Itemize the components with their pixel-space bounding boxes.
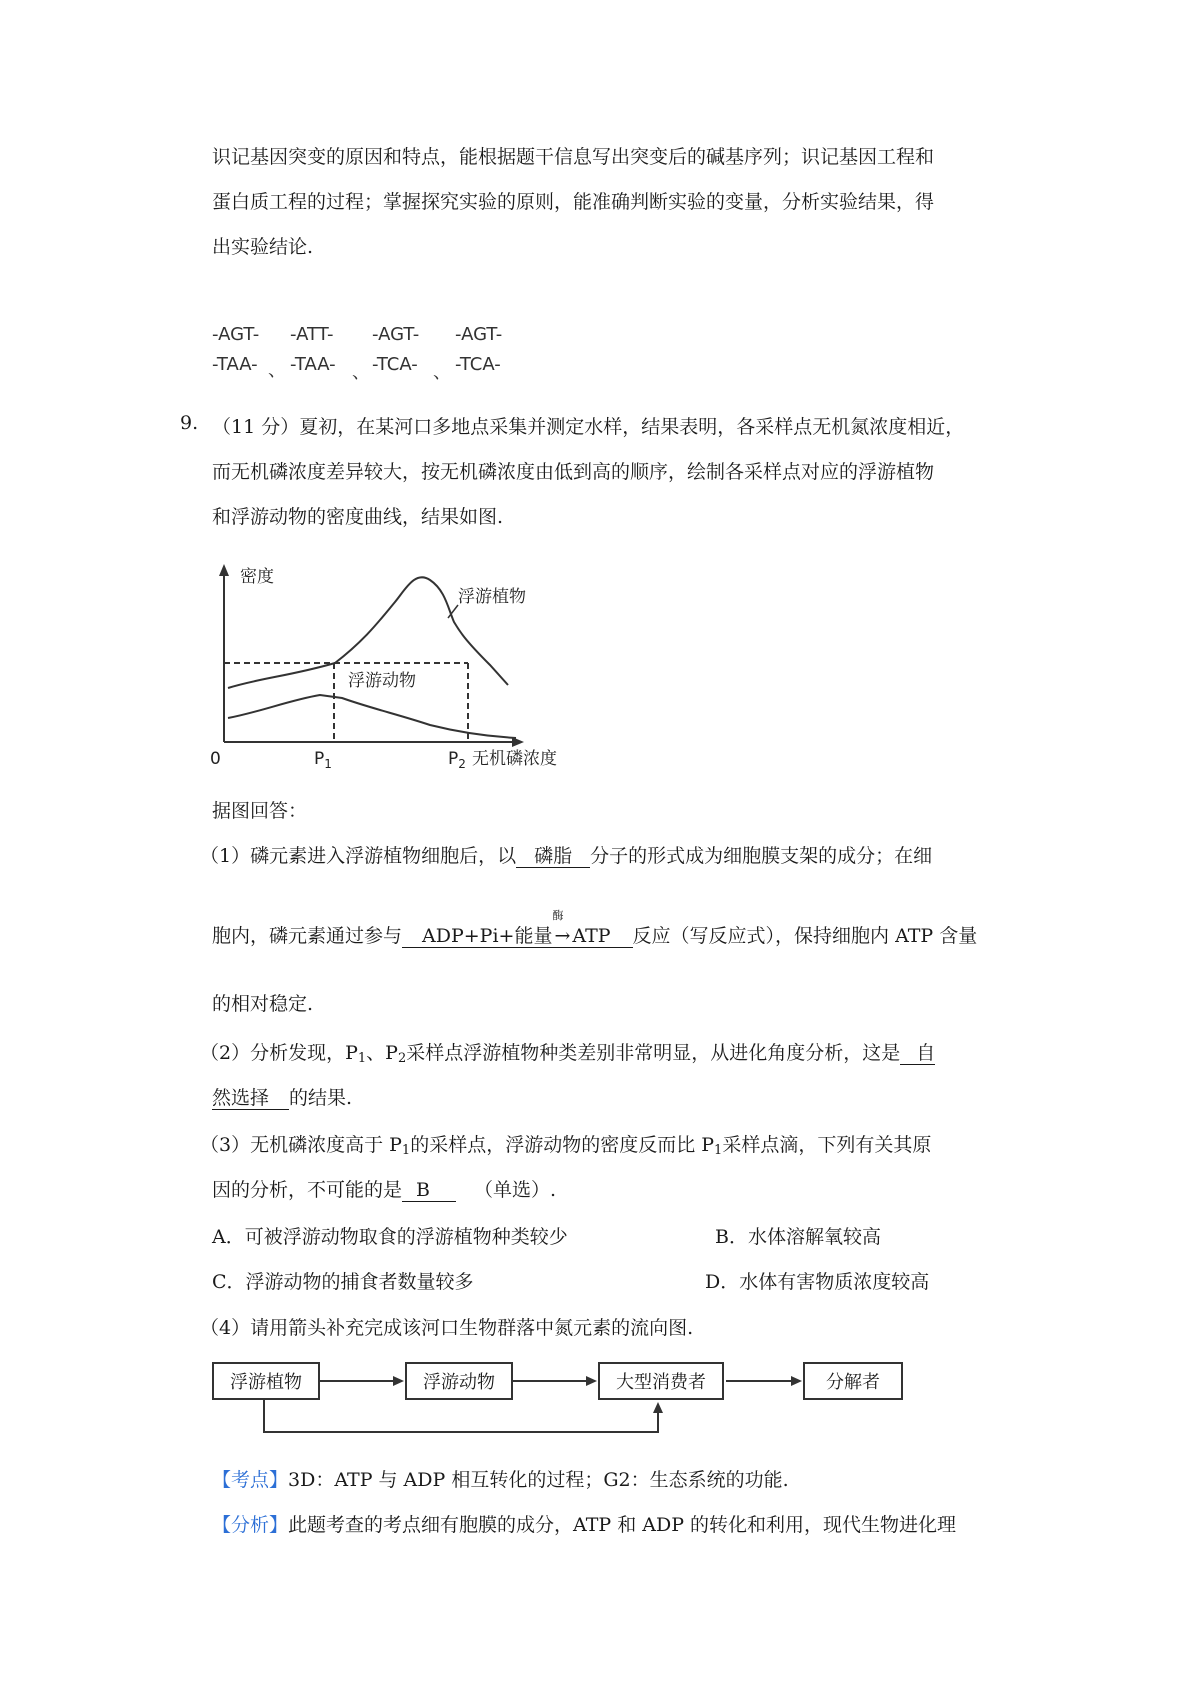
q2-blank-b xyxy=(212,1088,289,1110)
answer-q1-line-3: 的相对稳定. xyxy=(212,993,314,1015)
dna-sep-2: 、 xyxy=(352,362,370,383)
dna-top-3: -AGT- xyxy=(372,324,420,345)
q1-reaction-left: ADP+Pi+能量 xyxy=(422,925,553,947)
question-line-3: 和浮游动物的密度曲线，结果如图. xyxy=(212,506,504,528)
origin-label: 0 xyxy=(210,749,221,769)
q3-pre: （3）无机磷浓度高于 P xyxy=(200,1134,402,1156)
dna-bottom-1: -TAA- xyxy=(212,354,258,375)
q1-answer-text: 磷脂 xyxy=(534,845,573,867)
dna-top-2: -ATT- xyxy=(290,324,334,345)
intro-line-3: 出实验结论. xyxy=(212,236,314,258)
question-line-1: （11 分）夏初，在某河口多地点采集并测定水样，结果表明，各采样点无机氮浓度相近， xyxy=(212,416,965,438)
kaodian-line xyxy=(212,1465,789,1492)
zooplankton-curve xyxy=(228,695,516,738)
answer-q1-line-2 xyxy=(212,909,978,948)
dna-bottom-2: -TAA- xyxy=(290,354,336,375)
flow-arrow-bypass xyxy=(264,1400,658,1432)
enzyme-arrow: → 酶 xyxy=(552,909,571,947)
flow-node-phytoplankton: 浮游植物 xyxy=(212,1362,320,1400)
question-number: 9. xyxy=(180,412,199,434)
flow-arrowhead-bypass xyxy=(653,1402,663,1413)
legend-zooplankton: 浮游动物 xyxy=(348,671,416,691)
option-b: B．水体溶解氧较高 xyxy=(715,1226,881,1248)
x-axis-label: 无机磷浓度 xyxy=(472,749,557,769)
tick-p1: $P_1$ xyxy=(314,749,332,770)
option-a: A．可被浮游动物取食的浮游植物种类较少 xyxy=(212,1226,568,1248)
q3-sub-1: 1 xyxy=(401,1143,411,1158)
kaodian-text: 3D：ATP 与 ADP 相互转化的过程；G2：生态系统的功能. xyxy=(288,1469,789,1491)
dna-top-4: -AGT- xyxy=(455,324,503,345)
answer-intro: 据图回答： xyxy=(212,800,308,822)
answer-q3-line-1 xyxy=(200,1130,931,1158)
flow-arrowhead-2 xyxy=(586,1376,597,1386)
y-axis-arrow xyxy=(219,564,229,576)
fenxi-text: 此题考查的考点细有胞膜的成分，ATP 和 ADP 的转化和利用，现代生物进化理 xyxy=(288,1514,957,1536)
flow-node-large-consumer: 大型消费者 xyxy=(598,1362,724,1400)
q2-post: 采样点浮游植物种类差别非常明显，从进化角度分析，这是 xyxy=(406,1042,901,1064)
q3-post: 采样点滴，下列有关其原 xyxy=(722,1134,932,1156)
q1-answer-blank xyxy=(516,846,590,868)
answer-q2-line-2 xyxy=(212,1083,352,1110)
intro-line-1: 识记基因突变的原因和特点，能根据题干信息写出突变后的碱基序列；识记基因工程和 xyxy=(212,146,935,168)
dna-bottom-4: -TCA- xyxy=(455,354,501,375)
answer-q4: （4）请用箭头补充完成该河口生物群落中氮元素的流向图. xyxy=(200,1317,694,1339)
flow-node-zooplankton: 浮游动物 xyxy=(405,1362,513,1400)
q1-b-post: 反应（写反应式），保持细胞内 ATP 含量 xyxy=(632,925,978,947)
legend-phytoplankton: 浮游植物 xyxy=(458,587,526,607)
q1-reaction-blank xyxy=(402,909,633,948)
q1-b-pre: 胞内，磷元素通过参与 xyxy=(212,925,403,947)
q3-answer-blank xyxy=(402,1180,456,1202)
q3-mid: 的采样点，浮游动物的密度反而比 P xyxy=(410,1134,715,1156)
dna-sep-1: 、 xyxy=(268,360,286,381)
flow-arrowhead-3 xyxy=(791,1376,802,1386)
kaodian-tag: 【考点】 xyxy=(212,1469,289,1491)
dna-top-1: -AGT- xyxy=(212,324,260,345)
dna-sep-3: 、 xyxy=(433,362,451,383)
flow-arrowhead-1 xyxy=(393,1376,404,1386)
q2-mid: 、P xyxy=(366,1042,398,1064)
answer-q3-line-2 xyxy=(212,1175,556,1202)
q1-reaction-right: ATP xyxy=(572,925,611,947)
enzyme-label: 酶 xyxy=(552,909,564,922)
dna-bottom-3: -TCA- xyxy=(372,354,418,375)
q2-sub-1: 1 xyxy=(357,1051,367,1066)
answer-q1-line-1 xyxy=(200,841,932,868)
tick-p2: $P_2$ xyxy=(448,749,466,770)
answer-q2-line-1 xyxy=(200,1038,935,1066)
q2-blank-b-text: 然选择 xyxy=(212,1087,270,1109)
q2-end: 的结果. xyxy=(289,1087,353,1109)
q1-a-pre: （1）磷元素进入浮游植物细胞后，以 xyxy=(200,845,517,867)
option-d: D．水体有害物质浓度较高 xyxy=(705,1271,930,1293)
q2-sub-2: 2 xyxy=(397,1051,407,1066)
fenxi-line xyxy=(212,1510,956,1537)
y-axis-label: 密度 xyxy=(240,567,274,587)
q3-answer-text: B xyxy=(416,1179,430,1201)
flow-node-decomposer: 分解者 xyxy=(803,1362,903,1400)
option-c: C．浮游动物的捕食者数量较多 xyxy=(212,1271,474,1293)
q2-blank-a xyxy=(900,1043,935,1065)
q3-b-pre: 因的分析，不可能的是 xyxy=(212,1179,403,1201)
q1-a-post: 分子的形式成为细胞膜支架的成分；在细 xyxy=(590,845,933,867)
q2-blank-a-text: 自 xyxy=(916,1042,936,1064)
q2-pre: （2）分析发现，P xyxy=(200,1042,358,1064)
question-line-2: 而无机磷浓度差异较大，按无机磷浓度由低到高的顺序，绘制各采样点对应的浮游植物 xyxy=(212,461,935,483)
q3-b-post: （单选）. xyxy=(473,1179,557,1201)
fenxi-tag: 【分析】 xyxy=(212,1514,289,1536)
q3-sub-2: 1 xyxy=(714,1143,723,1158)
density-chart xyxy=(190,560,610,770)
intro-line-2: 蛋白质工程的过程；掌握探究实验的原则，能准确判断实验的变量，分析实验结果，得 xyxy=(212,191,935,213)
